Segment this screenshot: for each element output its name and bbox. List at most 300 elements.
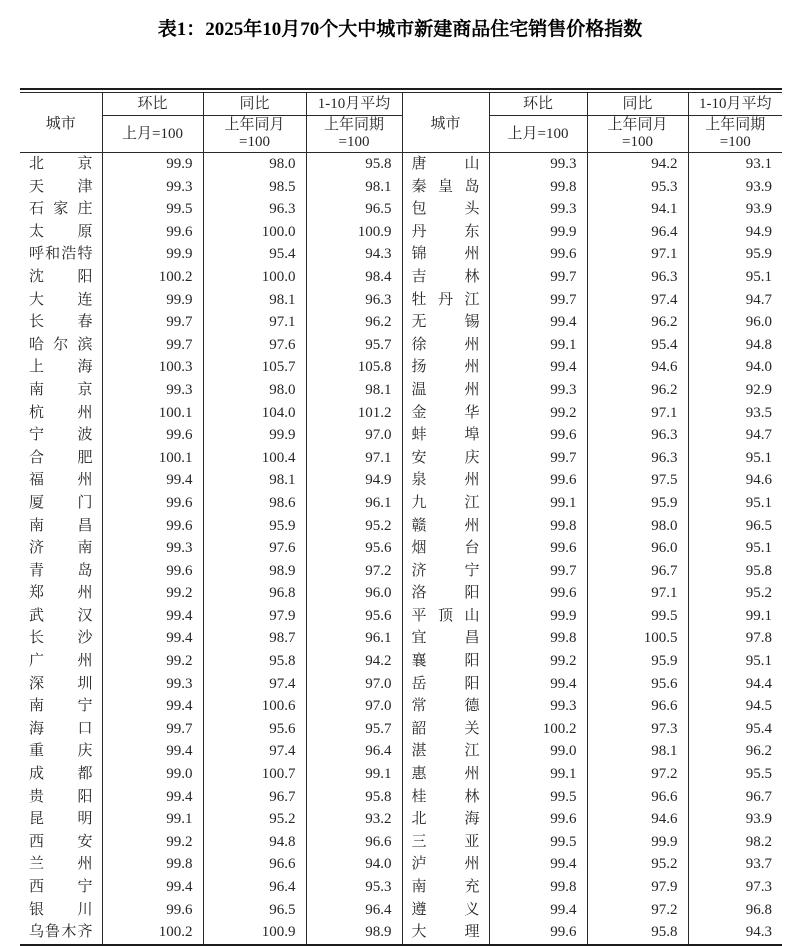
yoy-index-value: 98.0 bbox=[203, 153, 306, 176]
avg-index-value: 95.2 bbox=[306, 515, 402, 538]
table-row bbox=[20, 876, 782, 899]
avg-index-value: 99.1 bbox=[745, 607, 772, 624]
mom-index-value: 99.3 bbox=[102, 673, 203, 696]
avg-index-value: 98.9 bbox=[306, 921, 402, 945]
city-name: 洛 阳 bbox=[402, 582, 489, 605]
yoy-index-value: 96.4 bbox=[587, 221, 688, 244]
city-name: 西 宁 bbox=[20, 876, 102, 899]
yoy-index-value: 97.1 bbox=[587, 243, 688, 266]
yoy-index-value: 95.9 bbox=[587, 650, 688, 673]
header-row-bases bbox=[20, 116, 782, 153]
avg-index-value: 96.7 bbox=[745, 788, 772, 805]
city-name: 西 安 bbox=[20, 831, 102, 854]
avg-index-value: 95.7 bbox=[306, 718, 402, 741]
avg-index-value: 94.7 bbox=[745, 427, 772, 444]
city-name: 岳 阳 bbox=[402, 673, 489, 696]
yoy-index-value: 96.5 bbox=[203, 899, 306, 922]
city-name: 大 连 bbox=[20, 289, 102, 312]
column-header-mom-left: 环比 bbox=[102, 93, 203, 116]
city-name: 安 庆 bbox=[402, 447, 489, 470]
table-row bbox=[20, 447, 782, 470]
yoy-index-value: 105.7 bbox=[203, 356, 306, 379]
mom-index-value: 99.3 bbox=[102, 176, 203, 199]
table-row bbox=[20, 469, 782, 492]
mom-index-value: 99.9 bbox=[102, 153, 203, 176]
avg-index-value: 101.2 bbox=[306, 402, 402, 425]
mom-index-value: 99.3 bbox=[102, 379, 203, 402]
city-name: 长 沙 bbox=[20, 627, 102, 650]
city-name: 银 川 bbox=[20, 899, 102, 922]
avg-index-value: 95.1 bbox=[745, 540, 772, 557]
avg-index-value: 95.6 bbox=[306, 537, 402, 560]
mom-index-value: 99.5 bbox=[489, 786, 587, 809]
yoy-index-value: 97.4 bbox=[203, 740, 306, 763]
table-row bbox=[20, 786, 782, 809]
yoy-index-value: 96.7 bbox=[203, 786, 306, 809]
city-name: 上 海 bbox=[20, 356, 102, 379]
yoy-index-value: 96.3 bbox=[587, 447, 688, 470]
mom-index-value: 99.6 bbox=[489, 243, 587, 266]
mom-index-value: 99.6 bbox=[489, 808, 587, 831]
mom-index-value: 99.4 bbox=[102, 876, 203, 899]
mom-index-value: 99.3 bbox=[102, 537, 203, 560]
city-name: 兰 州 bbox=[20, 853, 102, 876]
mom-index-value: 99.2 bbox=[102, 831, 203, 854]
city-name: 贵 阳 bbox=[20, 786, 102, 809]
yoy-index-value: 95.2 bbox=[587, 853, 688, 876]
mom-index-value: 99.9 bbox=[489, 605, 587, 628]
mom-index-value: 100.1 bbox=[102, 402, 203, 425]
yoy-index-value: 100.4 bbox=[203, 447, 306, 470]
city-name: 长 春 bbox=[20, 311, 102, 334]
avg-index-value: 105.8 bbox=[306, 356, 402, 379]
table-row bbox=[20, 853, 782, 876]
table-row bbox=[20, 808, 782, 831]
yoy-index-value: 96.6 bbox=[203, 853, 306, 876]
avg-index-value: 93.9 bbox=[745, 178, 772, 195]
mom-index-value: 99.6 bbox=[489, 424, 587, 447]
column-header-city-left: 城市 bbox=[20, 93, 102, 153]
avg-index-value: 98.1 bbox=[306, 176, 402, 199]
yoy-index-value: 94.8 bbox=[203, 831, 306, 854]
mom-index-value: 99.0 bbox=[102, 763, 203, 786]
yoy-index-value: 97.2 bbox=[587, 899, 688, 922]
yoy-index-value: 95.4 bbox=[203, 243, 306, 266]
column-header-avg-right: 1-10月平均 bbox=[688, 93, 782, 116]
yoy-index-value: 95.4 bbox=[587, 334, 688, 357]
avg-index-value: 94.0 bbox=[306, 853, 402, 876]
city-name: 湛 江 bbox=[402, 740, 489, 763]
header-row-groups bbox=[20, 93, 782, 116]
avg-index-value: 96.5 bbox=[745, 517, 772, 534]
avg-index-value: 93.9 bbox=[745, 811, 772, 828]
mom-index-value: 100.3 bbox=[102, 356, 203, 379]
city-name: 大 理 bbox=[402, 921, 489, 945]
base-header-avg-right bbox=[688, 116, 782, 153]
mom-index-value: 99.7 bbox=[489, 560, 587, 583]
city-name: 锦 州 bbox=[402, 243, 489, 266]
city-name: 昆 明 bbox=[20, 808, 102, 831]
avg-index-value: 93.7 bbox=[745, 856, 772, 873]
avg-index-value: 94.2 bbox=[306, 650, 402, 673]
base-header-line: =100 bbox=[719, 134, 751, 150]
avg-index-value: 93.9 bbox=[745, 201, 772, 218]
mom-index-value: 99.5 bbox=[102, 198, 203, 221]
city-name: 泸 州 bbox=[402, 853, 489, 876]
avg-index-value: 95.7 bbox=[306, 334, 402, 357]
mom-index-value: 99.9 bbox=[102, 289, 203, 312]
city-name: 唐 山 bbox=[402, 153, 489, 176]
city-name: 济 宁 bbox=[402, 560, 489, 583]
city-price-table bbox=[20, 92, 782, 946]
avg-index-value: 96.4 bbox=[306, 740, 402, 763]
city-name: 金 华 bbox=[402, 402, 489, 425]
city-name: 南 充 bbox=[402, 876, 489, 899]
column-header-mom-right: 环比 bbox=[489, 93, 587, 116]
avg-index-value: 95.1 bbox=[745, 494, 772, 511]
yoy-index-value: 96.3 bbox=[587, 266, 688, 289]
city-name: 吉 林 bbox=[402, 266, 489, 289]
city-name: 北 海 bbox=[402, 808, 489, 831]
avg-index-value: 97.0 bbox=[306, 424, 402, 447]
city-name: 郑 州 bbox=[20, 582, 102, 605]
city-name: 韶 关 bbox=[402, 718, 489, 741]
mom-index-value: 99.8 bbox=[489, 627, 587, 650]
base-header-avg-left bbox=[306, 116, 402, 153]
avg-index-value: 94.3 bbox=[745, 924, 772, 941]
mom-index-value: 99.7 bbox=[489, 266, 587, 289]
avg-index-value: 96.0 bbox=[306, 582, 402, 605]
table-row bbox=[20, 492, 782, 515]
yoy-index-value: 97.3 bbox=[587, 718, 688, 741]
yoy-index-value: 100.6 bbox=[203, 695, 306, 718]
yoy-index-value: 97.2 bbox=[587, 763, 688, 786]
avg-index-value: 94.5 bbox=[745, 698, 772, 715]
table-row bbox=[20, 831, 782, 854]
mom-index-value: 99.4 bbox=[489, 356, 587, 379]
mom-index-value: 99.4 bbox=[489, 853, 587, 876]
price-index-table bbox=[20, 88, 782, 946]
city-name: 秦 皇 岛 bbox=[402, 176, 489, 199]
avg-index-value: 96.5 bbox=[306, 198, 402, 221]
yoy-index-value: 98.9 bbox=[203, 560, 306, 583]
table-row bbox=[20, 763, 782, 786]
mom-index-value: 99.7 bbox=[489, 447, 587, 470]
mom-index-value: 99.6 bbox=[489, 582, 587, 605]
city-name: 杭 州 bbox=[20, 402, 102, 425]
city-name: 温 州 bbox=[402, 379, 489, 402]
city-name: 遵 义 bbox=[402, 899, 489, 922]
avg-index-value: 100.9 bbox=[306, 221, 402, 244]
yoy-index-value: 96.7 bbox=[587, 560, 688, 583]
yoy-index-value: 100.0 bbox=[203, 266, 306, 289]
table-row bbox=[20, 311, 782, 334]
base-header-yoy-right bbox=[587, 116, 688, 153]
avg-index-value: 97.0 bbox=[306, 695, 402, 718]
avg-index-value: 97.1 bbox=[306, 447, 402, 470]
city-name: 南 京 bbox=[20, 379, 102, 402]
avg-index-value: 95.8 bbox=[306, 153, 402, 176]
city-name: 牡 丹 江 bbox=[402, 289, 489, 312]
table-row bbox=[20, 650, 782, 673]
mom-index-value: 99.4 bbox=[489, 899, 587, 922]
mom-index-value: 99.3 bbox=[489, 695, 587, 718]
table-row bbox=[20, 334, 782, 357]
table-row bbox=[20, 515, 782, 538]
mom-index-value: 99.4 bbox=[102, 627, 203, 650]
city-name: 天 津 bbox=[20, 176, 102, 199]
yoy-index-value: 100.0 bbox=[203, 221, 306, 244]
avg-index-value: 93.5 bbox=[745, 404, 772, 421]
table-row bbox=[20, 673, 782, 696]
mom-index-value: 100.2 bbox=[102, 266, 203, 289]
city-name: 广 州 bbox=[20, 650, 102, 673]
table-row bbox=[20, 695, 782, 718]
avg-index-value: 96.8 bbox=[745, 901, 772, 918]
base-header-line: 上年同期 bbox=[705, 117, 766, 133]
yoy-index-value: 98.1 bbox=[203, 469, 306, 492]
yoy-index-value: 96.3 bbox=[203, 198, 306, 221]
mom-index-value: 99.2 bbox=[489, 650, 587, 673]
yoy-index-value: 97.1 bbox=[203, 311, 306, 334]
avg-index-value: 95.1 bbox=[745, 449, 772, 466]
city-name: 徐 州 bbox=[402, 334, 489, 357]
mom-index-value: 99.0 bbox=[489, 740, 587, 763]
table-row bbox=[20, 153, 782, 176]
yoy-index-value: 98.7 bbox=[203, 627, 306, 650]
yoy-index-value: 97.4 bbox=[203, 673, 306, 696]
avg-index-value: 96.2 bbox=[745, 743, 772, 760]
yoy-index-value: 96.6 bbox=[587, 695, 688, 718]
yoy-index-value: 98.5 bbox=[203, 176, 306, 199]
table-row bbox=[20, 176, 782, 199]
table-row bbox=[20, 627, 782, 650]
city-name: 乌 鲁 木 齐 bbox=[20, 921, 102, 945]
city-name: 烟 台 bbox=[402, 537, 489, 560]
mom-index-value: 99.4 bbox=[489, 673, 587, 696]
yoy-index-value: 96.6 bbox=[587, 786, 688, 809]
yoy-index-value: 104.0 bbox=[203, 402, 306, 425]
mom-index-value: 100.2 bbox=[489, 718, 587, 741]
avg-index-value: 94.0 bbox=[745, 359, 772, 376]
yoy-index-value: 97.1 bbox=[587, 582, 688, 605]
avg-index-value: 98.4 bbox=[306, 266, 402, 289]
yoy-index-value: 95.9 bbox=[587, 492, 688, 515]
column-header-city-right: 城市 bbox=[402, 93, 489, 153]
yoy-index-value: 97.5 bbox=[587, 469, 688, 492]
city-name: 丹 东 bbox=[402, 221, 489, 244]
column-header-avg-left: 1-10月平均 bbox=[306, 93, 402, 116]
avg-index-value: 98.2 bbox=[745, 833, 772, 850]
mom-index-value: 99.6 bbox=[489, 921, 587, 945]
avg-index-value: 99.1 bbox=[306, 763, 402, 786]
mom-index-value: 99.6 bbox=[489, 469, 587, 492]
table-title: 表1：2025年10月70个大中城市新建商品住宅销售价格指数 bbox=[157, 19, 643, 40]
city-name: 泉 州 bbox=[402, 469, 489, 492]
yoy-index-value: 96.4 bbox=[203, 876, 306, 899]
base-header-mom-right: 上月=100 bbox=[489, 116, 587, 153]
table-row bbox=[20, 424, 782, 447]
city-name: 无 锡 bbox=[402, 311, 489, 334]
table-row bbox=[20, 379, 782, 402]
yoy-index-value: 96.2 bbox=[587, 379, 688, 402]
yoy-index-value: 99.9 bbox=[587, 831, 688, 854]
city-name: 常 德 bbox=[402, 695, 489, 718]
yoy-index-value: 98.1 bbox=[203, 289, 306, 312]
table-row bbox=[20, 402, 782, 425]
yoy-index-value: 100.5 bbox=[587, 627, 688, 650]
yoy-index-value: 94.6 bbox=[587, 356, 688, 379]
yoy-index-value: 98.6 bbox=[203, 492, 306, 515]
city-name: 青 岛 bbox=[20, 560, 102, 583]
avg-index-value: 92.9 bbox=[745, 381, 772, 398]
city-name: 九 江 bbox=[402, 492, 489, 515]
avg-index-value: 94.9 bbox=[745, 223, 772, 240]
mom-index-value: 99.9 bbox=[102, 243, 203, 266]
city-name: 石 家 庄 bbox=[20, 198, 102, 221]
yoy-index-value: 95.8 bbox=[203, 650, 306, 673]
yoy-index-value: 95.6 bbox=[587, 673, 688, 696]
yoy-index-value: 100.9 bbox=[203, 921, 306, 945]
table-row bbox=[20, 266, 782, 289]
table-row bbox=[20, 899, 782, 922]
avg-index-value: 95.8 bbox=[306, 786, 402, 809]
city-name: 惠 州 bbox=[402, 763, 489, 786]
yoy-index-value: 96.2 bbox=[587, 311, 688, 334]
table-row bbox=[20, 740, 782, 763]
avg-index-value: 97.8 bbox=[745, 630, 772, 647]
mom-index-value: 99.7 bbox=[102, 311, 203, 334]
mom-index-value: 99.7 bbox=[102, 334, 203, 357]
mom-index-value: 99.5 bbox=[489, 831, 587, 854]
avg-index-value: 95.4 bbox=[745, 720, 772, 737]
table-row bbox=[20, 356, 782, 379]
city-name: 海 口 bbox=[20, 718, 102, 741]
yoy-index-value: 96.3 bbox=[587, 424, 688, 447]
mom-index-value: 99.1 bbox=[489, 334, 587, 357]
mom-index-value: 100.2 bbox=[102, 921, 203, 945]
avg-index-value: 97.2 bbox=[306, 560, 402, 583]
city-name: 呼 和 浩 特 bbox=[20, 243, 102, 266]
table-row bbox=[20, 289, 782, 312]
mom-index-value: 99.8 bbox=[489, 515, 587, 538]
city-name: 赣 州 bbox=[402, 515, 489, 538]
city-name: 武 汉 bbox=[20, 605, 102, 628]
avg-index-value: 94.3 bbox=[306, 243, 402, 266]
mom-index-value: 99.4 bbox=[102, 695, 203, 718]
yoy-index-value: 99.5 bbox=[587, 605, 688, 628]
city-name: 合 肥 bbox=[20, 447, 102, 470]
yoy-index-value: 99.9 bbox=[203, 424, 306, 447]
table-row bbox=[20, 605, 782, 628]
base-header-line: =100 bbox=[622, 134, 653, 150]
base-header-line: 上年同期 bbox=[323, 117, 384, 133]
mom-index-value: 99.6 bbox=[489, 537, 587, 560]
avg-index-value: 97.3 bbox=[745, 879, 772, 895]
base-header-yoy-left bbox=[203, 116, 306, 153]
yoy-index-value: 98.1 bbox=[587, 740, 688, 763]
avg-index-value: 93.2 bbox=[306, 808, 402, 831]
yoy-index-value: 97.1 bbox=[587, 402, 688, 425]
yoy-index-value: 95.6 bbox=[203, 718, 306, 741]
avg-index-value: 95.2 bbox=[745, 585, 772, 602]
city-name: 重 庆 bbox=[20, 740, 102, 763]
mom-index-value: 100.1 bbox=[102, 447, 203, 470]
table-row bbox=[20, 718, 782, 741]
yoy-index-value: 100.7 bbox=[203, 763, 306, 786]
column-header-yoy-left: 同比 bbox=[203, 93, 306, 116]
yoy-index-value: 95.9 bbox=[203, 515, 306, 538]
yoy-index-value: 98.0 bbox=[203, 379, 306, 402]
city-name: 三 亚 bbox=[402, 831, 489, 854]
table-header bbox=[20, 93, 782, 153]
yoy-index-value: 97.6 bbox=[203, 334, 306, 357]
city-name: 成 都 bbox=[20, 763, 102, 786]
mom-index-value: 99.6 bbox=[102, 492, 203, 515]
avg-index-value: 96.3 bbox=[306, 289, 402, 312]
city-name: 太 原 bbox=[20, 221, 102, 244]
mom-index-value: 99.8 bbox=[489, 876, 587, 899]
yoy-index-value: 94.6 bbox=[587, 808, 688, 831]
mom-index-value: 99.2 bbox=[102, 582, 203, 605]
yoy-index-value: 94.1 bbox=[587, 198, 688, 221]
yoy-index-value: 97.6 bbox=[203, 537, 306, 560]
mom-index-value: 99.3 bbox=[489, 379, 587, 402]
base-header-line: 上年同月 bbox=[224, 117, 285, 133]
mom-index-value: 99.4 bbox=[102, 469, 203, 492]
avg-index-value: 94.6 bbox=[745, 472, 772, 489]
mom-index-value: 99.3 bbox=[489, 198, 587, 221]
city-name: 包 头 bbox=[402, 198, 489, 221]
avg-index-value: 96.2 bbox=[306, 311, 402, 334]
mom-index-value: 99.6 bbox=[102, 560, 203, 583]
yoy-index-value: 97.9 bbox=[587, 876, 688, 899]
yoy-index-value: 97.9 bbox=[203, 605, 306, 628]
avg-index-value: 95.6 bbox=[306, 605, 402, 628]
city-name: 沈 阳 bbox=[20, 266, 102, 289]
city-name: 南 昌 bbox=[20, 515, 102, 538]
mom-index-value: 99.7 bbox=[489, 289, 587, 312]
mom-index-value: 99.4 bbox=[102, 740, 203, 763]
city-name: 宁 波 bbox=[20, 424, 102, 447]
yoy-index-value: 95.8 bbox=[587, 921, 688, 945]
city-name: 哈 尔 滨 bbox=[20, 334, 102, 357]
avg-index-value: 98.1 bbox=[306, 379, 402, 402]
avg-index-value: 96.6 bbox=[306, 831, 402, 854]
yoy-index-value: 96.0 bbox=[587, 537, 688, 560]
mom-index-value: 99.6 bbox=[102, 424, 203, 447]
avg-index-value: 94.7 bbox=[745, 291, 772, 308]
mom-index-value: 99.1 bbox=[489, 492, 587, 515]
avg-index-value: 95.8 bbox=[745, 562, 772, 579]
table-row bbox=[20, 582, 782, 605]
base-header-line: =100 bbox=[239, 134, 270, 150]
avg-index-value: 95.1 bbox=[745, 653, 772, 670]
table-row bbox=[20, 243, 782, 266]
avg-index-value: 95.5 bbox=[745, 766, 772, 783]
city-name: 宜 昌 bbox=[402, 627, 489, 650]
avg-index-value: 97.0 bbox=[306, 673, 402, 696]
mom-index-value: 99.4 bbox=[102, 605, 203, 628]
mom-index-value: 99.2 bbox=[489, 402, 587, 425]
avg-index-value: 96.4 bbox=[306, 899, 402, 922]
avg-index-value: 95.1 bbox=[745, 268, 772, 285]
mom-index-value: 99.3 bbox=[489, 153, 587, 176]
yoy-index-value: 96.8 bbox=[203, 582, 306, 605]
mom-index-value: 99.1 bbox=[102, 808, 203, 831]
avg-index-value: 94.9 bbox=[306, 469, 402, 492]
column-header-yoy-right: 同比 bbox=[587, 93, 688, 116]
